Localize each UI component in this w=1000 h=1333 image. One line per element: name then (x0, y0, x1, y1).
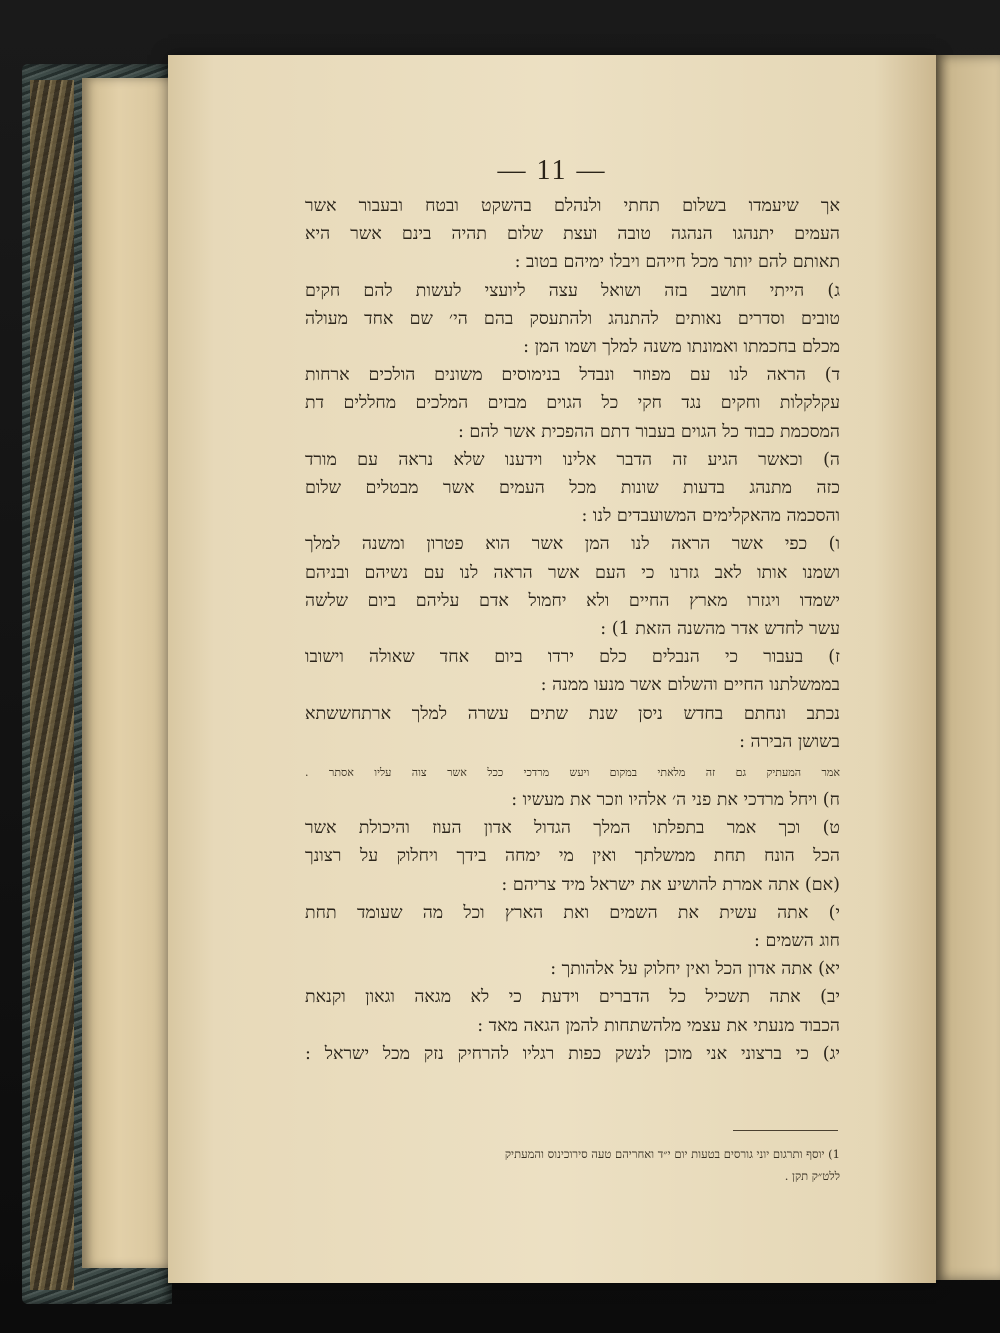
text-line: הכל הונח תחת ממשלתך ואין מי ימחה בידך ויחלוק על רצונך (305, 846, 840, 867)
text-line: אך שיעמדו בשלום תחתי ולנהלם בהשקט ובטח ובעבור אשר (305, 196, 840, 216)
text-line: יב) אתה תשכיל כל הדברים וידעת כי לא מגאה וגאון וקנאת (305, 987, 840, 1008)
text-line: עקלקלות וחקים נגד חקי כל הגוים מבזים המלכים מחללים דת (305, 393, 840, 414)
footnote-line: ללט״ק תקן . (784, 1169, 840, 1183)
translator-note: אמר המעתיק גם זה מלאתי במקום ויעש מרדכי ככל אשר צוה עליו אסתר . (305, 766, 840, 780)
text-line: בשושן הבירה : (739, 731, 840, 752)
page-body-text (305, 192, 840, 1068)
text-line: מכלם בחכמתו ואמונתו משנה למלך ושמו המן : (523, 337, 840, 358)
page-number: — 11 — (497, 155, 607, 186)
left-page-stack (82, 78, 174, 1268)
text-line: טובים וסדרים נאותים להתנהג ולהתעסק בהם הי׳ שם אחד מעולה (305, 308, 840, 329)
text-line: כזה מתנהג בדעות שונות מכל העמים אשר מבטלים שלום (305, 478, 840, 499)
text-line: ושמנו אותו לאב גזרנו כי העם אשר הראה לנו עם נשיהם ובניהם (305, 562, 840, 583)
footnote (305, 1143, 840, 1187)
text-line: הכבוד מנעתי את עצמי מלהשתחות להמן הגאה מאד : (477, 1015, 840, 1036)
text-line: ו) כפי אשר הראה לנו המן אשר הוא פטרון ומשנה למלך (305, 534, 840, 555)
text-line: נכתב ונחתם בחדש ניסן שנת שתים עשרה למלך ארתחששתא (305, 703, 840, 724)
text-line: והסכמה מהאקלימים המשועבדים לנו : (581, 506, 840, 527)
text-line: (אם) אתה אמרת להושיע את ישראל מיד צריהם : (501, 874, 840, 895)
text-line: יא) אתה אדון הכל ואין יחלוק על אלהותך : (550, 959, 840, 980)
text-line: חוג השמים : (754, 931, 840, 952)
footnote-line: 1) יוסף ותרגום יוני גורסים בטעות יום י״ד ואחריהם טעה סירוכינוס והמעתיק (504, 1147, 840, 1161)
text-line: יג) כי ברצוני אני מוכן לנשק כפות רגליו להרחיק נזק מכל ישראל : (305, 1043, 840, 1064)
footnote-rule (733, 1130, 838, 1131)
text-line: י) אתה עשית את השמים ואת הארץ וכל מה שעומד תחת (305, 902, 840, 923)
text-line: ד) הראה לנו עם מפוזר ונבדל בנימוסים משונים הולכים ארחות (305, 365, 840, 386)
text-line: ה) וכאשר הגיע זה הדבר אלינו וידענו שלא נראה עם מורד (305, 449, 840, 470)
text-line: ט) וכך אמר בתפלתו המלך הגדול אדון העוז והיכולת אשר (305, 818, 840, 839)
text-line: ג) הייתי חושב בזה ושואל עצה ליועצי לעשות להם חקים (305, 280, 840, 301)
book-page (168, 55, 936, 1283)
text-line: בממשלתנו החיים והשלום אשר מנעו ממנה : (540, 675, 840, 696)
cover-marbled-edge (30, 80, 74, 1290)
right-page-edge (930, 55, 1000, 1280)
text-line: עשר לחדש אדר מהשנה הזאת 1) : (600, 619, 840, 640)
text-line: תאותם להם יותר מכל חייהם ויבלו ימיהם בטוב : (514, 252, 840, 273)
text-line: העמים יתנהגו הנהגה טובה ועצת שלום תהיה בינם אשר היא (305, 224, 840, 245)
text-line: המסכמת כבוד כל הגוים בעבור דתם ההפכית אשר להם : (457, 421, 840, 442)
text-line: ישמדו ויגזרו מארץ החיים ולא יחמול אדם עליהם ביום שלשה (305, 590, 840, 611)
text-line: ז) בעבור כי הנבלים כלם ירדו ביום אחד שאולה וישובו (305, 647, 840, 668)
text-line: ח) ויחל מרדכי את פני ה׳ אלהיו וזכר את מעשיו : (511, 790, 840, 811)
